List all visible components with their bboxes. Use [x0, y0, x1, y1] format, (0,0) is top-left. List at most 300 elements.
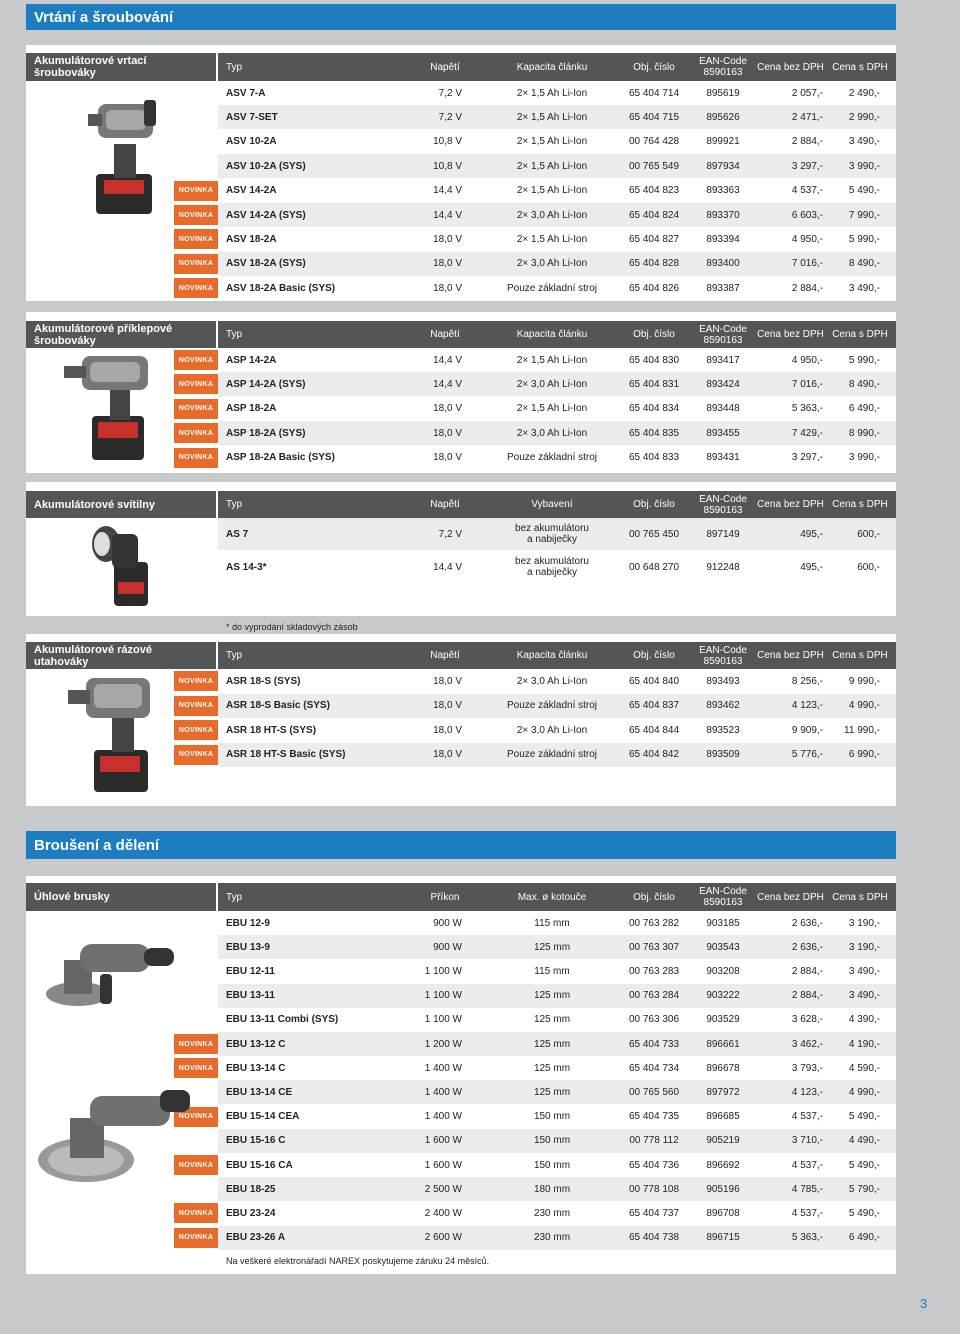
- cell-typ: ASV 14-2A (SYS): [226, 209, 306, 221]
- cell-typ: EBU 12-9: [226, 917, 270, 929]
- cell-bez: 2 636,-: [791, 941, 823, 953]
- col-bez: Cena bez DPH: [757, 891, 824, 903]
- cell-ean: 896661: [706, 1038, 740, 1050]
- cell-bez: 8 256,-: [791, 675, 823, 687]
- table-row: [218, 935, 896, 959]
- cell-typ: ASV 14-2A: [226, 185, 277, 197]
- novinka-badge: NOVINKA: [174, 696, 218, 716]
- table-row: [218, 421, 896, 445]
- table-row: [218, 1226, 896, 1250]
- cell-bez: 9 909,-: [791, 724, 823, 736]
- cell-s: 6 490,-: [848, 1232, 880, 1244]
- table-row: [218, 348, 896, 372]
- cell-typ: EBU 15-14 CEA: [226, 1111, 300, 1123]
- cell-kapacita: 115 mm: [534, 965, 570, 977]
- col-vybaveni: Vybavení: [531, 499, 573, 510]
- cell-typ: ASV 18-2A: [226, 233, 277, 245]
- novinka-badge: NOVINKA: [174, 350, 218, 370]
- table-row: [218, 446, 896, 470]
- cell-napeti: 18,0 V: [433, 403, 462, 415]
- novinka-badge: NOVINKA: [174, 1107, 218, 1127]
- table-row: [218, 1129, 896, 1153]
- cell-napeti: 2 500 W: [424, 1183, 462, 1195]
- cell-ean: 897972: [706, 1086, 740, 1098]
- cell-napeti: 7,2 V: [438, 528, 462, 540]
- cell-obj: 00 648 270: [628, 561, 680, 573]
- col-s: Cena s DPH: [832, 499, 888, 510]
- cell-s: 4 390,-: [848, 1014, 880, 1026]
- heading-grinding: Broušení a dělení: [26, 831, 896, 859]
- page-number: 3: [920, 1296, 928, 1311]
- col-s: Cena s DPH: [832, 329, 888, 340]
- cell-kapacita: 180 mm: [533, 1183, 571, 1195]
- table-row: [218, 154, 896, 178]
- table-row: [218, 1153, 896, 1177]
- cell-napeti: 14,4 V: [433, 378, 462, 390]
- cell-obj: 65 404 830: [628, 354, 680, 366]
- cell-ean: 893493: [706, 675, 740, 687]
- table-row: [218, 518, 896, 550]
- table-row: [218, 203, 896, 227]
- cell-s: 3 490,-: [848, 965, 880, 977]
- cell-ean: 896678: [706, 1062, 740, 1074]
- cell-typ: ASV 18-2A (SYS): [226, 258, 306, 270]
- cell-bez: 4 785,-: [791, 1183, 823, 1195]
- col-s: Cena s DPH: [832, 61, 888, 73]
- novinka-badge: NOVINKA: [174, 254, 218, 274]
- cell-typ: EBU 18-25: [226, 1183, 276, 1195]
- cell-typ: EBU 15-16 CA: [226, 1159, 293, 1171]
- cell-obj: 00 763 282: [628, 917, 680, 929]
- col-kapacita: Kapacita článku: [516, 650, 588, 661]
- cell-kapacita: 115 mm: [534, 917, 570, 929]
- cell-obj: 65 404 736: [628, 1159, 680, 1171]
- col-obj: Obj. číslo: [633, 499, 675, 510]
- cell-bez: 7 016,-: [791, 378, 823, 390]
- cell-typ: ASV 7-A: [226, 87, 266, 99]
- table-row: [218, 1080, 896, 1104]
- table-row: [218, 179, 896, 203]
- cell-s: 5 490,-: [848, 1111, 880, 1123]
- cell-obj: 00 763 307: [628, 941, 680, 953]
- cell-napeti: 18,0 V: [433, 724, 462, 736]
- table-header-as: [218, 491, 896, 518]
- cell-vybaveni-line1: bez akumulátoru: [515, 556, 589, 567]
- cell-typ: ASP 14-2A (SYS): [226, 378, 306, 390]
- col-kapacita: Kapacita článku: [516, 329, 588, 340]
- cell-ean: 893509: [706, 749, 740, 761]
- table-row: [218, 1201, 896, 1225]
- table-row: [218, 1105, 896, 1129]
- novinka-badge: NOVINKA: [174, 720, 218, 740]
- cell-kapacita: 125 mm: [533, 1086, 571, 1098]
- cell-napeti: 18,0 V: [433, 282, 462, 294]
- cell-bez: 4 950,-: [791, 233, 823, 245]
- cell-ean: 903185: [706, 917, 740, 929]
- cell-bez: 495,-: [800, 561, 823, 573]
- cell-bez: 495,-: [800, 528, 823, 540]
- cell-obj: 65 404 735: [628, 1111, 680, 1123]
- col-napeti: Napětí: [430, 61, 460, 73]
- cell-s: 3 490,-: [848, 990, 880, 1002]
- novinka-badge: NOVINKA: [174, 229, 218, 249]
- cell-typ: EBU 13-11: [226, 990, 275, 1002]
- cell-ean: 893424: [706, 378, 740, 390]
- cell-typ: ASP 18-2A (SYS): [226, 427, 306, 439]
- col-bez: Cena bez DPH: [757, 329, 824, 340]
- table-row: [218, 694, 896, 718]
- heading-drilling: Vrtání a šroubování: [26, 4, 896, 30]
- cell-napeti: 7,2 V: [438, 87, 462, 99]
- table-header-asv: [218, 53, 896, 81]
- col-obj: Obj. číslo: [633, 891, 675, 903]
- cell-napeti: 14,4 V: [433, 209, 462, 221]
- table-row: [218, 718, 896, 742]
- novinka-badge: NOVINKA: [174, 181, 218, 201]
- col-napeti: Napětí: [430, 499, 460, 510]
- col-typ: Typ: [226, 61, 243, 73]
- section-title-ebu: Úhlové brusky: [26, 883, 216, 911]
- cell-s: 5 490,-: [848, 1159, 880, 1171]
- cell-ean: 905219: [706, 1135, 740, 1147]
- table-row: [218, 252, 896, 276]
- cell-ean: 897149: [706, 528, 740, 540]
- cell-obj: 00 763 306: [628, 1014, 680, 1026]
- cell-obj: 65 404 834: [628, 403, 680, 415]
- cell-ean: 893417: [706, 354, 740, 366]
- cell-typ: EBU 13-9: [226, 941, 270, 953]
- cell-bez: 3 462,-: [791, 1038, 823, 1050]
- table-header-ebu: [218, 883, 896, 911]
- cell-typ: ASR 18-S (SYS): [226, 675, 301, 687]
- novinka-badge: NOVINKA: [174, 399, 218, 419]
- cell-bez: 5 363,-: [791, 1232, 823, 1244]
- cell-kapacita: Pouze základní stroj: [506, 700, 598, 712]
- table-row: [218, 743, 896, 767]
- cell-obj: 65 404 826: [628, 282, 680, 294]
- cell-obj: 00 763 284: [628, 990, 680, 1002]
- col-obj: Obj. číslo: [633, 61, 675, 73]
- cell-bez: 3 297,-: [791, 160, 823, 172]
- as-note: * do vyprodání skladových zásob: [226, 622, 358, 632]
- cell-obj: 65 404 738: [628, 1232, 680, 1244]
- table-row: [218, 227, 896, 251]
- cell-obj: 65 404 837: [628, 700, 680, 712]
- cell-typ: ASP 18-2A Basic (SYS): [226, 452, 335, 464]
- cell-napeti: 900 W: [433, 941, 462, 953]
- cell-kapacita: 2× 3,0 Ah Li-Ion: [516, 427, 588, 439]
- cell-obj: 65 404 827: [628, 233, 680, 245]
- cell-s: 4 590,-: [848, 1062, 880, 1074]
- cell-s: 3 990,-: [848, 452, 880, 464]
- cell-napeti: 18,0 V: [433, 675, 462, 687]
- cell-kapacita: 2× 1,5 Ah Li-Ion: [516, 87, 588, 99]
- col-ean: EAN-Code 8590163: [699, 493, 747, 516]
- table-row: [218, 1056, 896, 1080]
- cell-s: 3 190,-: [848, 941, 880, 953]
- cell-typ: ASV 10-2A: [226, 136, 277, 148]
- cell-ean: 893455: [706, 427, 740, 439]
- cell-napeti: 18,0 V: [433, 233, 462, 245]
- cell-kapacita: 2× 1,5 Ah Li-Ion: [516, 233, 588, 245]
- col-ean: EAN-Code 8590163: [699, 323, 747, 346]
- cell-typ: EBU 23-24: [226, 1207, 276, 1219]
- cell-kapacita: 2× 3,0 Ah Li-Ion: [516, 209, 588, 221]
- cell-napeti: 1 400 W: [424, 1086, 462, 1098]
- cell-obj: 00 778 108: [628, 1183, 680, 1195]
- cell-bez: 4 537,-: [791, 1207, 823, 1219]
- cell-napeti: 18,0 V: [433, 427, 462, 439]
- cell-obj: 00 763 283: [628, 965, 680, 977]
- cell-s: 5 490,-: [848, 185, 880, 197]
- cell-vybaveni: [488, 551, 616, 583]
- cell-obj: 00 778 112: [629, 1135, 679, 1147]
- table-row: [218, 1032, 896, 1056]
- cell-s: 3 990,-: [848, 160, 880, 172]
- table-row: [218, 984, 896, 1008]
- cell-ean: 903543: [706, 941, 740, 953]
- cell-obj: 65 404 828: [628, 258, 680, 270]
- cell-napeti: 2 400 W: [424, 1207, 462, 1219]
- cell-s: 2 490,-: [848, 87, 880, 99]
- cell-kapacita: 2× 3,0 Ah Li-Ion: [516, 378, 588, 390]
- cell-s: 5 790,-: [848, 1183, 880, 1195]
- novinka-badge: NOVINKA: [174, 278, 218, 298]
- cell-s: 7 990,-: [848, 209, 880, 221]
- col-prikon: Příkon: [430, 891, 460, 903]
- novinka-badge: NOVINKA: [174, 1155, 218, 1175]
- cell-bez: 4 123,-: [791, 1086, 823, 1098]
- cell-kapacita: 2× 1,5 Ah Li-Ion: [516, 185, 588, 197]
- cell-bez: 2 884,-: [791, 965, 823, 977]
- cell-napeti: 18,0 V: [433, 452, 462, 464]
- large-angle-grinder-image: [34, 1082, 194, 1188]
- col-s: Cena s DPH: [832, 650, 888, 661]
- table-header-asp: [218, 321, 896, 348]
- cell-ean: 896708: [706, 1207, 740, 1219]
- cell-typ: ASP 14-2A: [226, 354, 277, 366]
- cell-bez: 6 603,-: [791, 209, 823, 221]
- col-kotouc: Max. ø kotouče: [517, 891, 587, 903]
- cell-napeti: 2 600 W: [424, 1232, 462, 1244]
- cell-kapacita: 2× 1,5 Ah Li-Ion: [516, 354, 588, 366]
- cell-bez: 7 016,-: [791, 258, 823, 270]
- cell-kapacita: Pouze základní stroj: [506, 282, 598, 294]
- cell-bez: 3 628,-: [791, 1014, 823, 1026]
- cell-bez: 4 537,-: [791, 1159, 823, 1171]
- cell-obj: 00 765 560: [628, 1086, 680, 1098]
- cell-typ: ASP 18-2A: [226, 403, 277, 415]
- col-obj: Obj. číslo: [633, 329, 675, 340]
- cell-kapacita: 2× 3,0 Ah Li-Ion: [516, 724, 588, 736]
- cell-napeti: 14,4 V: [433, 354, 462, 366]
- cell-kapacita: 2× 1,5 Ah Li-Ion: [516, 111, 588, 123]
- cell-typ: EBU 12-11: [226, 965, 275, 977]
- cell-kapacita: 230 mm: [533, 1232, 571, 1244]
- novinka-badge: NOVINKA: [174, 671, 218, 691]
- cell-obj: 65 404 835: [628, 427, 680, 439]
- novinka-badge: NOVINKA: [174, 205, 218, 225]
- cell-bez: 4 123,-: [791, 700, 823, 712]
- cell-obj: 65 404 734: [628, 1062, 680, 1074]
- table-row: [218, 911, 896, 935]
- cell-ean: 895626: [706, 111, 740, 123]
- cell-typ: EBU 13-14 C: [226, 1062, 286, 1074]
- cell-obj: 65 404 840: [628, 675, 680, 687]
- cell-ean: 896715: [706, 1232, 740, 1244]
- cell-kapacita: 125 mm: [533, 1062, 571, 1074]
- table-row: [218, 105, 896, 129]
- cell-bez: 3 793,-: [791, 1062, 823, 1074]
- cell-s: 9 990,-: [848, 675, 880, 687]
- cell-s: 8 990,-: [848, 427, 880, 439]
- cell-ean: 893400: [706, 258, 740, 270]
- cell-obj: 00 764 428: [628, 136, 680, 148]
- cell-kapacita: 2× 3,0 Ah Li-Ion: [516, 258, 588, 270]
- ebu-note: Na veškeré elektronářadí NAREX poskytujeme záruku 24 měsíců.: [226, 1256, 490, 1266]
- cell-napeti: 18,0 V: [433, 258, 462, 270]
- cell-typ: EBU 13-11 Combi (SYS): [226, 1014, 339, 1026]
- cell-napeti: 1 200 W: [424, 1038, 462, 1050]
- cell-obj: 65 404 833: [628, 452, 680, 464]
- cell-ean: 905196: [706, 1183, 740, 1195]
- novinka-badge: NOVINKA: [174, 1034, 218, 1054]
- cell-ean: 899921: [706, 136, 740, 148]
- cell-s: 2 990,-: [848, 111, 880, 123]
- cell-s: 4 190,-: [848, 1038, 880, 1050]
- section-title-asp: Akumulátorové příklepové šroubováky: [26, 321, 216, 348]
- cell-s: 5 490,-: [848, 1207, 880, 1219]
- novinka-badge: NOVINKA: [174, 1058, 218, 1078]
- cell-napeti: 18,0 V: [433, 700, 462, 712]
- cell-bez: 7 429,-: [791, 427, 823, 439]
- cell-obj: 65 404 737: [628, 1207, 680, 1219]
- table-row: [218, 397, 896, 421]
- cell-s: 3 490,-: [848, 282, 880, 294]
- table-row: [218, 372, 896, 396]
- table-row: [218, 130, 896, 154]
- cell-ean: 896692: [706, 1159, 740, 1171]
- cell-s: 3 490,-: [848, 136, 880, 148]
- cell-ean: 893394: [706, 233, 740, 245]
- col-bez: Cena bez DPH: [757, 61, 824, 73]
- novinka-badge: NOVINKA: [174, 745, 218, 765]
- cell-obj: 65 404 715: [628, 111, 680, 123]
- impact-wrench-image: [64, 672, 164, 796]
- cell-s: 600,-: [857, 528, 880, 540]
- cell-typ: ASR 18-S Basic (SYS): [226, 700, 330, 712]
- col-obj: Obj. číslo: [633, 650, 675, 661]
- table-row: [218, 81, 896, 105]
- cell-napeti: 1 600 W: [424, 1159, 462, 1171]
- cell-ean: 895619: [706, 87, 740, 99]
- col-bez: Cena bez DPH: [757, 650, 824, 661]
- cell-bez: 5 776,-: [791, 749, 823, 761]
- cell-typ: ASV 10-2A (SYS): [226, 160, 306, 172]
- col-typ: Typ: [226, 499, 243, 510]
- col-napeti: Napětí: [430, 650, 460, 661]
- cell-s: 4 490,-: [848, 1135, 880, 1147]
- cell-bez: 3 710,-: [791, 1135, 823, 1147]
- col-ean: EAN-Code 8590163: [699, 644, 747, 667]
- table-row: [218, 551, 896, 583]
- section-title-as: Akumulátorové svítilny: [26, 491, 216, 518]
- cell-kapacita: 125 mm: [533, 1014, 571, 1026]
- cell-ean: 893431: [706, 452, 740, 464]
- cell-ean: 903208: [706, 965, 740, 977]
- col-typ: Typ: [226, 329, 243, 340]
- drill-image: [88, 96, 168, 221]
- cell-bez: 2 884,-: [791, 136, 823, 148]
- table-row: [218, 276, 896, 300]
- impact-drill-image: [62, 352, 162, 467]
- cell-napeti: 14,4 V: [433, 185, 462, 197]
- cell-bez: 2 057,-: [791, 87, 823, 99]
- cell-kapacita: 150 mm: [533, 1159, 571, 1171]
- cell-bez: 2 884,-: [791, 282, 823, 294]
- cell-s: 11 990,-: [844, 724, 880, 736]
- cell-kapacita: 230 mm: [533, 1207, 571, 1219]
- cell-bez: 2 884,-: [791, 990, 823, 1002]
- cell-bez: 4 950,-: [791, 354, 823, 366]
- col-kapacita: Kapacita článku: [516, 61, 588, 73]
- flashlight-image: [88, 522, 158, 610]
- cell-s: 600,-: [857, 561, 880, 573]
- cell-s: 4 990,-: [848, 1086, 880, 1098]
- table-row: [218, 1177, 896, 1201]
- section-title-asr: Akumulátorové rázové utahováky: [26, 642, 216, 669]
- cell-ean: 893462: [706, 700, 740, 712]
- cell-kapacita: 2× 1,5 Ah Li-Ion: [516, 403, 588, 415]
- cell-kapacita: 125 mm: [533, 941, 571, 953]
- cell-kapacita: Pouze základní stroj: [506, 452, 598, 464]
- cell-ean: 893523: [706, 724, 740, 736]
- cell-typ: ASR 18 HT-S (SYS): [226, 724, 317, 736]
- novinka-badge: NOVINKA: [174, 374, 218, 394]
- cell-s: 6 990,-: [848, 749, 880, 761]
- cell-vybaveni-line2: a nabiječky: [526, 567, 578, 578]
- col-ean: EAN-Code 8590163: [699, 56, 747, 78]
- cell-kapacita: 150 mm: [533, 1111, 571, 1123]
- cell-kapacita: Pouze základní stroj: [506, 749, 598, 761]
- table-row: [218, 669, 896, 693]
- cell-kapacita: 2× 1,5 Ah Li-Ion: [516, 136, 588, 148]
- cell-ean: 903222: [706, 990, 740, 1002]
- cell-s: 8 490,-: [848, 378, 880, 390]
- novinka-badge: NOVINKA: [174, 448, 218, 468]
- table-header-asr: [218, 642, 896, 669]
- cell-ean: 893363: [706, 185, 740, 197]
- table-row: [218, 959, 896, 983]
- cell-s: 5 990,-: [848, 354, 880, 366]
- cell-bez: 4 537,-: [791, 1111, 823, 1123]
- table-row: [218, 1008, 896, 1032]
- cell-s: 4 990,-: [848, 700, 880, 712]
- cell-kapacita: 2× 3,0 Ah Li-Ion: [516, 675, 588, 687]
- cell-obj: 00 765 450: [628, 528, 680, 540]
- col-napeti: Napětí: [430, 329, 460, 340]
- cell-napeti: 1 400 W: [424, 1062, 462, 1074]
- novinka-badge: NOVINKA: [174, 1228, 218, 1248]
- cell-typ: EBU 13-12 C: [226, 1038, 286, 1050]
- cell-vybaveni: [488, 518, 616, 550]
- cell-ean: 893370: [706, 209, 740, 221]
- novinka-badge: NOVINKA: [174, 1203, 218, 1223]
- cell-napeti: 1 100 W: [424, 990, 462, 1002]
- col-s: Cena s DPH: [832, 891, 888, 903]
- angle-grinder-image: [40, 920, 180, 1016]
- cell-napeti: 18,0 V: [433, 749, 462, 761]
